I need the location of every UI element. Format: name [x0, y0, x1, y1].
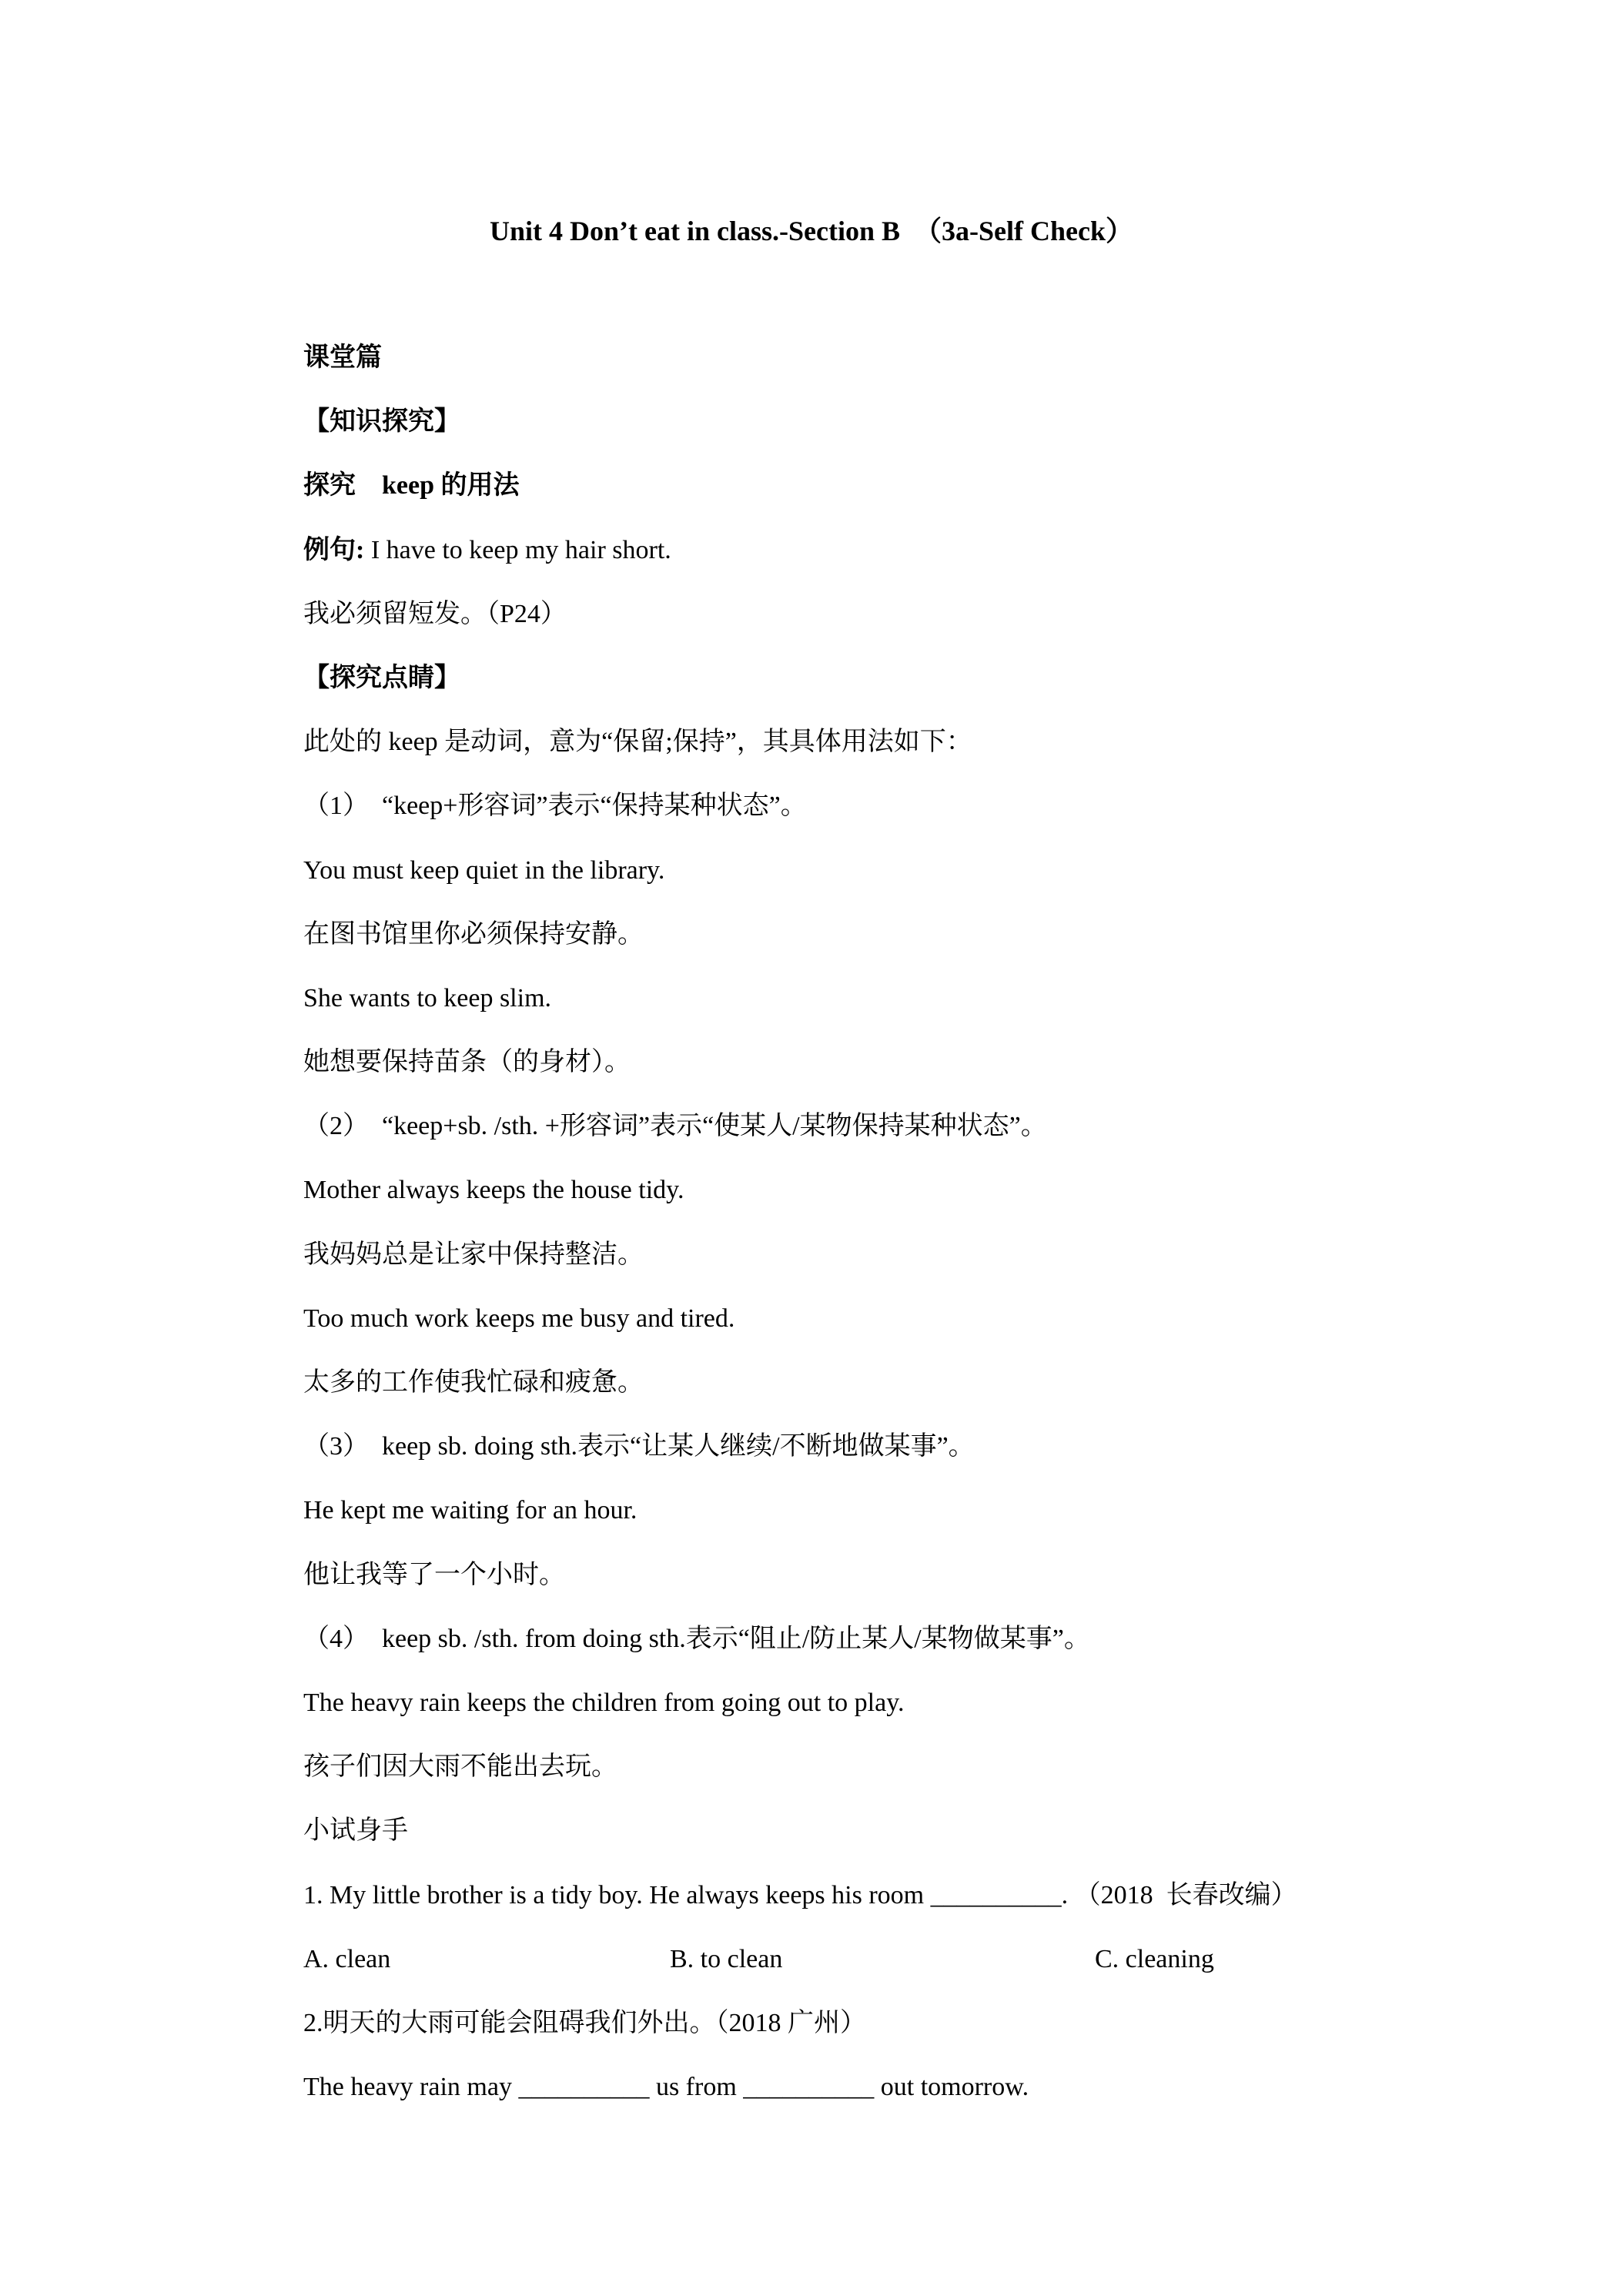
usage-example-en: She wants to keep slim.: [303, 983, 552, 1012]
example-label: 例句:: [303, 535, 365, 564]
practice-heading: 小试身手: [303, 1816, 408, 1846]
usage-example-zh: 太多的工作使我忙碌和疲惫。: [303, 1368, 644, 1397]
usage-example-zh: 孩子们因大雨不能出去玩。: [303, 1752, 617, 1782]
explore-line: [303, 464, 1397, 528]
page-title: Unit 4 Don’t eat in class.-Section B （3a-Self Check）: [490, 216, 1133, 246]
question-2-fill: The heavy rain may __________ us from __________ out tomorrow.: [303, 2073, 1029, 2102]
explore-label: 探究: [303, 471, 356, 500]
usage-rule-1: （1） “keep+形容词”表示“保持某种状态”。: [303, 792, 807, 821]
usage-example-zh: 我妈妈总是让家中保持整洁。: [303, 1240, 644, 1269]
usage-example-en: He kept me waiting for an hour.: [303, 1496, 637, 1525]
example-sentence: I have to keep my hair short.: [364, 535, 671, 564]
usage-example-zh: 她想要保持苗条（的身材）。: [303, 1048, 631, 1077]
example-line: [303, 529, 1397, 593]
usage-example-en: The heavy rain keeps the children from going out to play.: [303, 1688, 905, 1717]
usage-example-en: You must keep quiet in the library.: [303, 855, 665, 885]
option-c: C. cleaning: [1095, 1944, 1214, 1973]
question-2-text: 2.明天的大雨可能会阻碍我们外出。（2018 广州）: [303, 2008, 866, 2037]
usage-example-en: Mother always keeps the house tidy.: [303, 1176, 684, 1205]
question-1-text: 1. My little brother is a tidy boy. He always keeps his room __________. （2018 长春改编）: [303, 1880, 1297, 1909]
usage-example-zh: 在图书馆里你必须保持安静。: [303, 919, 644, 949]
option-b: B. to clean: [670, 1944, 783, 1973]
usage-rule-4: （4） keep sb. /sth. from doing sth.表示“阻止/防止某人/某物做某事”。: [303, 1624, 1090, 1653]
knowledge-heading: 【知识探究】: [303, 407, 460, 437]
example-translation: 我必须留短发。（P24）: [303, 599, 567, 628]
option-a: A. clean: [303, 1944, 391, 1973]
question-1-options: [303, 1938, 1397, 2002]
explore-topic: keep 的用法: [382, 471, 520, 500]
document-body: [303, 336, 1397, 2130]
usage-example-en: Too much work keeps me busy and tired.: [303, 1304, 735, 1333]
section-label: 课堂篇: [303, 343, 382, 372]
points-heading: 【探究点睛】: [303, 663, 460, 692]
usage-rule-3: （3） keep sb. doing sth.表示“让某人继续/不断地做某事”。: [303, 1432, 975, 1461]
intro-text: 此处的 keep 是动词，意为“保留;保持”，其具体用法如下：: [303, 728, 972, 757]
usage-example-zh: 他让我等了一个小时。: [303, 1560, 565, 1589]
usage-rule-2: （2） “keep+sb. /sth. +形容词”表示“使某人/某物保持某种状态”。: [303, 1112, 1047, 1141]
